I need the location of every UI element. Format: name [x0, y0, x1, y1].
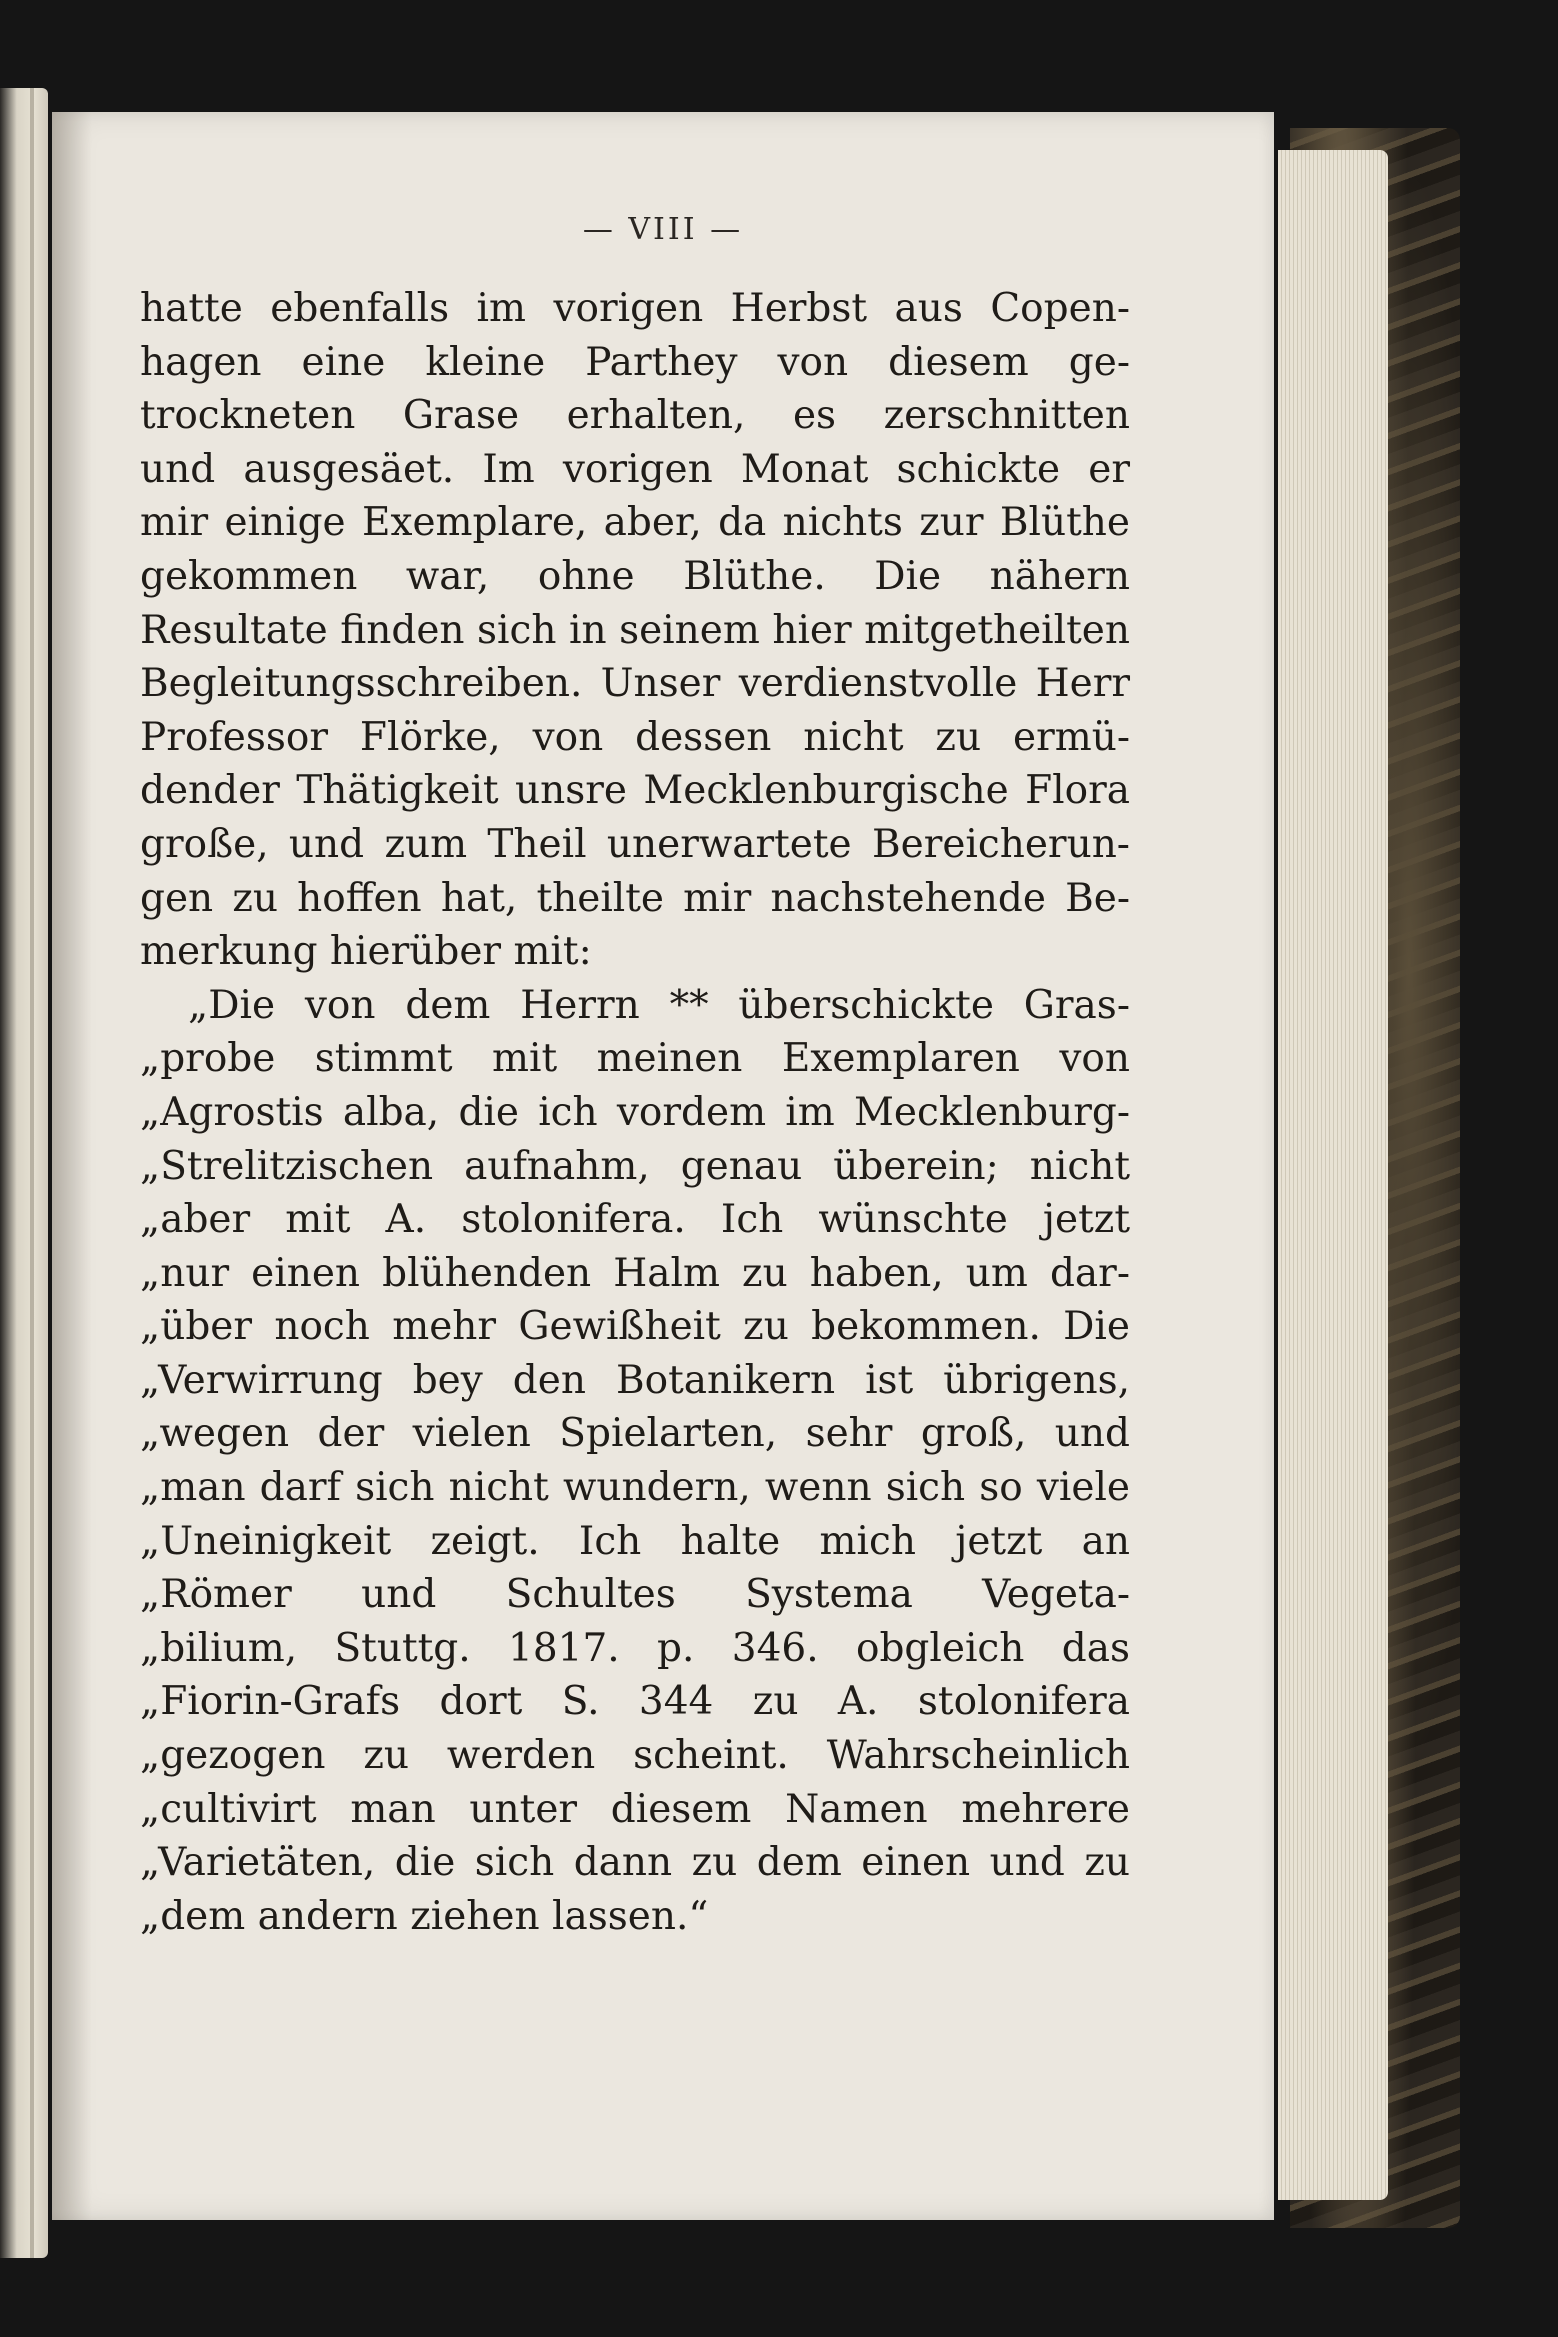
quote-line: „Strelitzischen aufnahm, genau überein; nicht — [140, 1143, 1130, 1189]
quote-line: „bilium, Stuttg. 1817. p. 346. obgleich das — [140, 1625, 1130, 1671]
body-text — [140, 282, 1130, 1943]
quote-line: „Verwirrung bey den Botanikern ist übrigens, — [140, 1357, 1130, 1403]
quote-line: „Uneinigkeit zeigt. Ich halte mich jetzt an — [140, 1518, 1130, 1564]
quote-line: „gezogen zu werden scheint. Wahrscheinlich — [140, 1733, 1130, 1779]
text-line: Professor Flörke, von dessen nicht zu ermü- — [140, 714, 1130, 760]
quote-line: „Fiorin-Grafs dort S. 344 zu A. stolonifera — [140, 1679, 1130, 1725]
page-number-header: — VIII — — [582, 212, 744, 247]
text-line: gekommen war, ohne Blüthe. Die nähern — [140, 553, 1130, 599]
text-line: große, und zum Theil unerwartete Bereicherun- — [140, 821, 1130, 867]
quote-line: „dem andern ziehen lassen.“ — [140, 1893, 709, 1939]
quote-line: „wegen der vielen Spielarten, sehr groß, und — [140, 1411, 1130, 1457]
quote-line: „cultivirt man unter diesem Namen mehrere — [140, 1786, 1130, 1832]
text-line: mir einige Exemplare, aber, da nichts zur Blüthe — [140, 500, 1130, 546]
quote-line: „Römer und Schultes Systema Vegeta- — [140, 1572, 1130, 1618]
quote-line: „aber mit A. stolonifera. Ich wünschte jetzt — [140, 1197, 1130, 1243]
text-line: Begleitungsschreiben. Unser verdienstvolle Herr — [140, 661, 1130, 707]
quote-line: „man darf sich nicht wundern, wenn sich so viele — [140, 1465, 1130, 1511]
quote-line: „Varietäten, die sich dann zu dem einen und zu — [140, 1840, 1130, 1886]
page-edges — [1278, 150, 1388, 2200]
text-line: dender Thätigkeit unsre Mecklenburgische Flora — [140, 768, 1130, 814]
text-line: und ausgesäet. Im vorigen Monat schickte er — [140, 446, 1130, 492]
quote-line: „Agrostis alba, die ich vordem im Mecklenburg- — [140, 1089, 1130, 1135]
quote-line: „nur einen blühenden Halm zu haben, um dar- — [140, 1250, 1130, 1296]
book-page — [52, 112, 1274, 2220]
quote-line: „Die von dem Herrn ** überschickte Gras- — [188, 982, 1130, 1028]
text-line: merkung hierüber mit: — [140, 929, 592, 975]
text-line: Resultate finden sich in seinem hier mitgetheilten — [140, 607, 1130, 653]
text-line: trockneten Grase erhalten, es zerschnitten — [140, 393, 1130, 439]
quote-line: „über noch mehr Gewißheit zu bekommen. Die — [140, 1304, 1130, 1350]
quote-line: „probe stimmt mit meinen Exemplaren von — [140, 1036, 1130, 1082]
text-line: hagen eine kleine Parthey von diesem ge- — [140, 339, 1130, 385]
text-line: gen zu hoffen hat, theilte mir nachstehende Be- — [140, 875, 1130, 921]
gutter-shadow — [52, 112, 92, 2220]
text-line: hatte ebenfalls im vorigen Herbst aus Copen- — [140, 286, 1130, 331]
left-page-edge — [0, 88, 48, 2258]
